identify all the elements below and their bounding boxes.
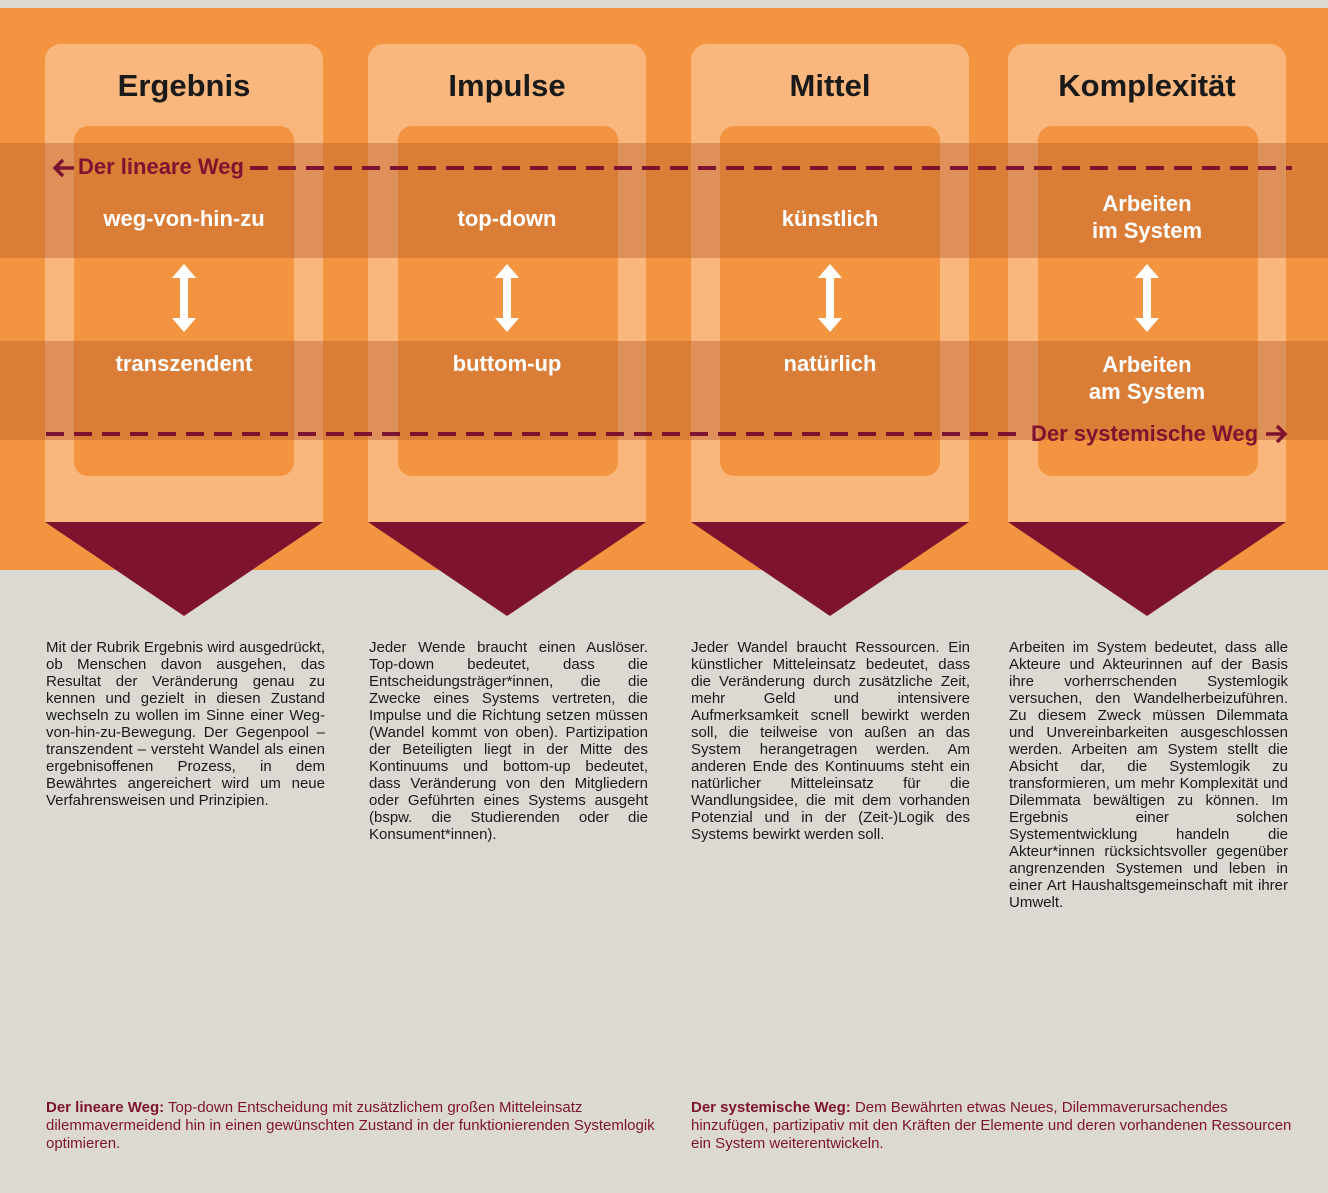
- footnote-linear-label: Der lineare Weg:: [46, 1099, 165, 1116]
- description-ergebnis: Mit der Rubrik Ergebnis wird ausgedrückt, ob Menschen davon ausgehen, das Resultat der Veränderung genau zu kennen und gezielt in diesen Zustand wechseln zu wollen im Sinne einer Weg-von-hin-zu-Bewegung. Der Gegenpool – transzendent – versteht Wandel als einen ergebnisoffenen Prozess, in dem Bewährtes angereichert wird um neue Verfahrensweisen und Prinzipien.: [46, 639, 325, 809]
- description-impulse: Jeder Wende braucht einen Auslöser. Top-down bedeutet, dass die Entscheidungsträger*innen, die die Zwecke eines Systems vertreten, die Impulse und die Richtung setzen müssen (Wandel kommt von oben). Partizipation der Beteiligten liegt in der Mitte des Kontinuums und bottom-up bedeutet, dass Veränderung von den Mitgliedern oder Geführten eines Systems ausgeht (bspw. die Studierenden oder die Konsument*innen).: [369, 639, 648, 843]
- footnote-systemic-label: Der systemische Weg:: [691, 1099, 851, 1116]
- chevron-down-komplexitaet: [1008, 522, 1286, 616]
- arrow-right-icon: [1264, 424, 1288, 444]
- description-mittel: Jeder Wandel braucht Ressourcen. Ein künstlicher Mitteleinsatz bedeutet, dass die Veränderung durch zusätzliche Zeit, mehr Geld und intensivere Aufmerksamkeit scnell bewirkt werden soll, die teilweise von außen an das System herangetragen werden. Am anderen Ende des Kontinuums steht ein natürlicher Mitteleinsatz für die Wandlungsidee, die mit dem vorhanden Potenzial und in der (Zeit-)Logik des Systems bewirkt werden soll.: [691, 639, 970, 843]
- footnote-linear-text: Top-down Entscheidung mit zusätzlichem großen Mitteleinsatz dilemmavermeidend hin in einen gewünschten Zustand in der funktionierenden Systemlogik optimieren.: [46, 1099, 655, 1152]
- column-title: Komplexität: [1058, 68, 1236, 103]
- double-arrow-icon: [495, 264, 519, 332]
- lower-label: natürlich: [783, 351, 877, 376]
- description-komplexitaet: Arbeiten im System bedeutet, dass alle Akteure und Akteurinnen auf der Basis ihre vorherrschenden Systemlogik versuchen, den Wandelherbeizuführen. Zu diesem Zweck müssen Dilemmata und Unvereinbarkeiten ausgeschlossen werden. Arbeiten am System stellt die Absicht dar, die Systemlogik zu transformieren, um mehr Komplexität und Dilemmata bewältigen zu können. Im Ergebnis einer solchen Systementwicklung handeln die Akteur*innen rücksichtsvoller gegenüber angrenzenden Systemen und leben in einer Art Haushaltsgemeinschaft mit ihrer Umwelt.: [1009, 639, 1288, 911]
- lower-label: transzendent: [115, 351, 253, 376]
- upper-label: weg-von-hin-zu: [103, 206, 265, 231]
- footnote-systemic: [691, 1099, 1303, 1153]
- linear-path-label: Der lineare Weg: [78, 154, 244, 179]
- lower-label: buttom-up: [452, 351, 562, 376]
- upper-label: Arbeiten im System: [1091, 191, 1203, 243]
- double-arrow-icon: [818, 264, 842, 332]
- arrow-left-icon: [52, 158, 76, 178]
- chevron-down-impulse: [368, 522, 646, 616]
- column-title: Ergebnis: [117, 68, 251, 103]
- column-title: Impulse: [448, 68, 566, 103]
- double-arrow-icon: [1135, 264, 1159, 332]
- double-arrow-icon: [172, 264, 196, 332]
- upper-label: top-down: [457, 206, 557, 231]
- lower-label: Arbeiten am System: [1088, 352, 1206, 404]
- chevron-down-ergebnis: [45, 522, 323, 616]
- footnote-systemic-text: Dem Bewährten etwas Neues, Dilemmaverursachendes hinzufügen, partizipativ mit den Kräften der Elemente und deren vorhandenen Ressourcen ein System weiterentwickeln.: [691, 1099, 1292, 1152]
- chevron-down-mittel: [691, 522, 969, 616]
- footnote-linear: [46, 1099, 658, 1153]
- systemic-path-label: Der systemische Weg: [1031, 421, 1259, 446]
- upper-label: künstlich: [781, 206, 879, 231]
- column-title: Mittel: [789, 68, 871, 103]
